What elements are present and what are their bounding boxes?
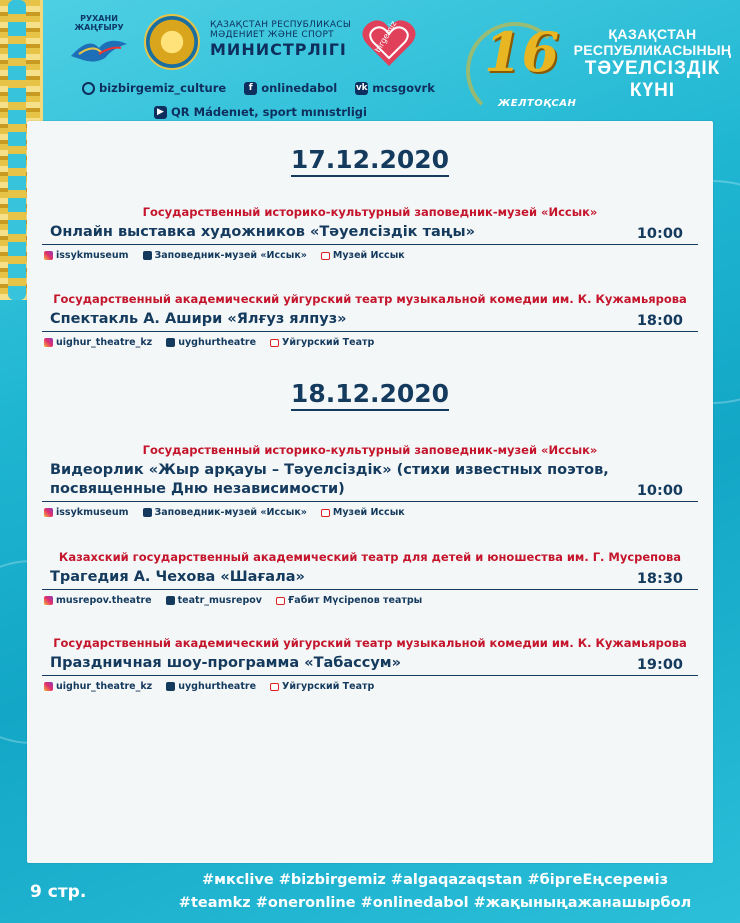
bird-icon [69, 34, 129, 64]
event-title: Онлайн выставка художников «Тәуелсіздік таңы» [50, 224, 475, 240]
social-youtube[interactable] [154, 105, 367, 119]
social-facebook[interactable] [244, 81, 337, 95]
date-heading [27, 379, 713, 408]
facebook-icon [166, 596, 175, 605]
event-youtube-label: Уйгурский Театр [282, 337, 375, 348]
event-youtube-link[interactable] [276, 595, 422, 606]
event-time: 10:00 [636, 226, 683, 242]
social-youtube-label: QR Mádenıet, sport mınıstrligi [171, 105, 367, 119]
event-instagram-label: uighur_theatre_kz [56, 337, 153, 348]
event-facebook-link[interactable] [166, 681, 256, 692]
event-youtube-link[interactable] [270, 337, 374, 348]
event-instagram-link[interactable] [44, 681, 152, 692]
event-links [42, 507, 698, 518]
event-facebook-label: teatr_musrepov [177, 595, 262, 606]
hashtags [140, 869, 730, 915]
event-title-row [42, 568, 698, 590]
anniversary-number: 16 [484, 20, 560, 84]
independence-day-title [570, 26, 735, 102]
event-title-row [42, 310, 698, 332]
ministry-title [210, 20, 351, 59]
indep-line1: ҚАЗАҚСТАН [608, 26, 697, 42]
indep-line4: КҮНІ [629, 80, 676, 101]
instagram-icon [44, 682, 53, 691]
event-facebook-link[interactable] [166, 337, 256, 348]
social-facebook-label: onlinedabol [261, 81, 338, 95]
event-links [42, 250, 698, 261]
event-organizer: Государственный академический уйгурский театр музыкальной комедии им. К. Кужамьярова [53, 292, 687, 306]
facebook-icon [143, 251, 152, 260]
event-facebook-label: uyghurtheatre [178, 337, 257, 348]
ministry-line3: МИНИСТРЛІГІ [210, 40, 347, 59]
instagram-icon [44, 508, 53, 517]
event-facebook-label: uyghurtheatre [178, 681, 257, 692]
youtube-icon [321, 252, 330, 260]
header-logos [64, 14, 417, 70]
anniversary-badge [462, 12, 580, 112]
event-time: 19:00 [636, 657, 683, 673]
event-title [50, 461, 609, 499]
event-item [42, 636, 698, 692]
youtube-icon [276, 597, 285, 605]
date-text: 18.12.2020 [291, 379, 449, 411]
event-youtube-label: Музей Иссык [332, 507, 405, 518]
event-youtube-label: Музей Иссык [332, 250, 405, 261]
facebook-icon [143, 508, 152, 517]
event-title-line1: Видеорлик «Жыр арқауы – Тәуелсіздік» (стихи известных поэтов, [50, 462, 609, 478]
event-item [42, 550, 698, 606]
birgemiz-heart-logo [361, 18, 417, 68]
event-time: 10:00 [636, 483, 683, 499]
youtube-icon [270, 339, 279, 347]
event-title: Трагедия А. Чехова «Шағала» [50, 569, 305, 585]
event-title-line2: посвященные Дню независимости) [50, 481, 345, 497]
youtube-icon [321, 509, 330, 517]
social-links [82, 78, 435, 122]
instagram-icon [44, 251, 53, 260]
event-instagram-label: musrepov.theatre [56, 595, 152, 606]
hashtags-line2: #teamkz #oneronline #onlinedabol #жақыныңажанашырбол [178, 895, 692, 911]
event-instagram-label: uighur_theatre_kz [56, 681, 153, 692]
indep-line3: ТӘУЕЛСІЗДІК [584, 58, 721, 79]
date-text: 17.12.2020 [291, 145, 449, 177]
page-number: 9 стр. [30, 882, 87, 902]
event-facebook-link[interactable] [166, 595, 262, 606]
event-facebook-label: Заповедник-музей «Иссык» [154, 250, 307, 261]
date-heading [27, 145, 713, 174]
event-links [42, 681, 698, 692]
instagram-icon [44, 596, 53, 605]
state-emblem-icon [144, 14, 200, 70]
event-time: 18:00 [636, 313, 683, 329]
instagram-icon [44, 338, 53, 347]
event-instagram-link[interactable] [44, 250, 129, 261]
youtube-icon: ▶ [154, 106, 167, 119]
event-title: Праздничная шоу-программа «Табассум» [50, 655, 402, 671]
event-title: Спектакль А. Ашири «Ялғуз ялпуз» [50, 311, 347, 327]
rukhani-logo [64, 14, 134, 68]
indep-line2: РЕСПУБЛИКАСЫНЫҢ [573, 42, 732, 58]
event-facebook-label: Заповедник-музей «Иссык» [154, 507, 307, 518]
heart-text: birgemiz [373, 19, 399, 55]
vk-icon: vk [355, 82, 368, 93]
event-links [42, 337, 698, 348]
social-instagram-label: bizbirgemiz_culture [99, 81, 227, 95]
event-youtube-link[interactable] [321, 507, 405, 518]
facebook-icon [166, 338, 175, 347]
event-youtube-link[interactable] [270, 681, 374, 692]
anniversary-month: ЖЕЛТОҚСАН [498, 98, 577, 109]
event-links [42, 595, 698, 606]
event-instagram-link[interactable] [44, 595, 152, 606]
ministry-line1: ҚАЗАҚСТАН РЕСПУБЛИКАСЫ [210, 20, 352, 30]
event-youtube-label: Уйгурский Театр [282, 681, 375, 692]
event-organizer: Государственный историко-культурный заповедник-музей «Иссык» [142, 205, 598, 219]
facebook-icon: f [244, 82, 257, 95]
event-instagram-label: issykmuseum [56, 507, 129, 518]
hashtags-line1: #мкclive #bizbirgemiz #algaqazaqstan #біргеЕңсереміз [201, 872, 669, 888]
event-title-row [42, 223, 698, 245]
event-instagram-link[interactable] [44, 507, 129, 518]
event-item [42, 205, 698, 261]
event-item [42, 443, 698, 518]
social-instagram[interactable] [82, 81, 226, 95]
event-organizer: Казахский государственный академический театр для детей и юношества им. Г. Мусрепова [58, 550, 682, 564]
social-vk[interactable] [355, 81, 435, 95]
event-time: 18:30 [636, 571, 683, 587]
event-youtube-link[interactable] [321, 250, 405, 261]
event-organizer: Государственный историко-культурный заповедник-музей «Иссык» [142, 443, 598, 457]
event-youtube-label: Ғабит Мүсірепов театры [287, 595, 423, 606]
heart-icon [361, 18, 417, 68]
facebook-icon [166, 682, 175, 691]
event-instagram-link[interactable] [44, 337, 152, 348]
instagram-icon [82, 82, 95, 95]
event-title-row [42, 461, 698, 502]
social-vk-label: mcsgovrk [372, 81, 435, 95]
schedule-panel [27, 121, 713, 863]
event-facebook-link[interactable] [143, 250, 307, 261]
event-organizer: Государственный академический уйгурский театр музыкальной комедии им. К. Кужамьярова [53, 636, 687, 650]
event-item [42, 292, 698, 348]
youtube-icon [270, 683, 279, 691]
ministry-line2: МӘДЕНИЕТ ЖӘНЕ СПОРТ [210, 30, 334, 40]
event-title-row [42, 654, 698, 676]
event-facebook-link[interactable] [143, 507, 307, 518]
rukhani-text: РУХАНИ ЖАҢҒЫРУ [74, 14, 124, 32]
event-instagram-label: issykmuseum [56, 250, 129, 261]
